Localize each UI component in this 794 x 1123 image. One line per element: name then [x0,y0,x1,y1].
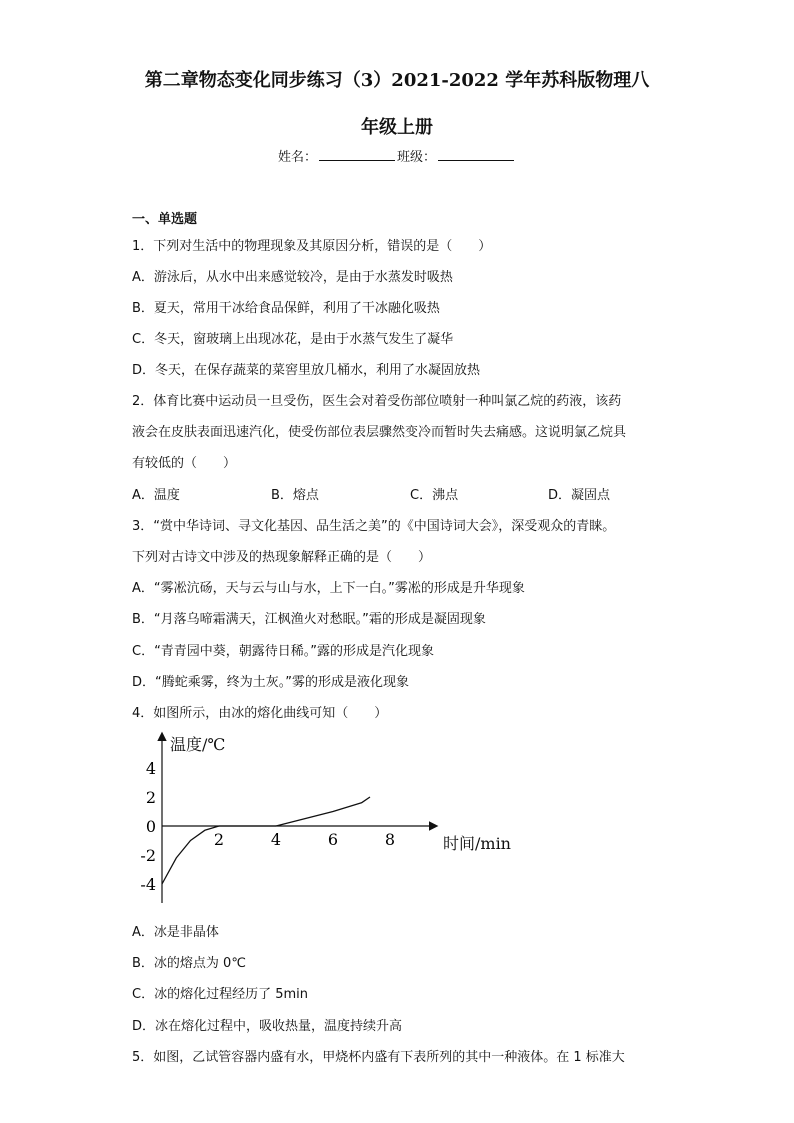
x-tick-label: 4 [270,830,282,849]
q2-stem-line1: 2．体育比赛中运动员一旦受伤，医生会对着受伤部位喷射一种叫氯乙烷的药液，该药 [132,394,622,409]
name-class-bar [0,146,794,165]
y-axis-label: 温度/℃ [170,735,226,754]
curve-segment-1 [162,826,219,884]
class-label: 班级： [397,150,437,165]
q3-option-c: C．“青青园中葵，朝露待日稀。”露的形成是汽化现象 [132,644,435,659]
q4-stem: 4．如图所示，由冰的熔化曲线可知（ ） [132,706,388,721]
y-tick-label: -4 [140,875,156,894]
y-tick-label: 2 [145,788,156,807]
x-tick-label: 2 [213,830,225,849]
x-axis-label: 时间/min [443,834,511,853]
melting-curve [162,797,370,884]
class-blank[interactable] [438,148,514,161]
name-blank[interactable] [319,148,395,161]
x-tick-label: 6 [327,830,339,849]
q3-stem-line2: 下列对古诗文中涉及的热现象解释正确的是（ ） [132,550,432,565]
q1-option-b: B．夏天，常用干冰给食品保鲜，利用了干冰融化吸热 [132,301,440,316]
q2-option-a: A．温度 [132,488,180,503]
q1-option-d: D．冬天，在保存蔬菜的菜窖里放几桶水，利用了水凝固放热 [132,363,481,378]
y-tick-label: -2 [140,846,156,865]
q5-stem: 5．如图，乙试管容器内盛有水，甲烧杯内盛有下表所列的其中一种液体。在 1 标准大 [132,1050,625,1065]
q2-stem-line3: 有较低的（ ） [132,456,237,471]
section-heading: 一、单选题 [132,212,198,227]
name-label: 姓名： [277,150,317,165]
x-tick-label: 8 [384,830,396,849]
y-tick-labels [140,759,156,894]
x-tick-labels [214,830,395,849]
q3-option-b: B．“月落乌啼霜满天，江枫渔火对愁眠。”霜的形成是凝固现象 [132,612,486,627]
ice-melting-curve-chart [130,728,530,908]
q1-option-c: C．冬天，窗玻璃上出现冰花，是由于水蒸气发生了凝华 [132,332,454,347]
q3-stem-line1: 3．“赏中华诗词、寻文化基因、品生活之美”的《中国诗词大会》，深受观众的青睐。 [132,519,616,534]
q1-option-a: A．游泳后，从水中出来感觉较冷，是由于水蒸发时吸热 [132,270,453,285]
worksheet-title-line2: 年级上册 [361,117,433,138]
q1-stem: 1．下列对生活中的物理现象及其原因分析，错误的是（ ） [132,239,492,254]
q4-option-b: B．冰的熔点为 0℃ [132,956,246,971]
y-tick-label: 0 [145,817,156,836]
q2-option-d: D．凝固点 [548,488,611,503]
q4-option-a: A．冰是非晶体 [132,925,219,940]
curve-segment-3 [276,797,370,826]
q3-option-a: A．“雾凇沆砀，天与云与山与水，上下一白。”雾凇的形成是升华现象 [132,581,525,596]
q2-option-c: C．沸点 [410,488,459,503]
y-tick-label: 4 [145,759,156,778]
q4-option-c: C．冰的熔化过程经历了 5min [132,987,308,1002]
worksheet-title-line1: 第二章物态变化同步练习（3）2021-2022 学年苏科版物理八 [144,70,650,91]
q3-option-d: D．“腾蛇乘雾，终为土灰。”雾的形成是液化现象 [132,675,409,690]
q2-stem-line2: 液会在皮肤表面迅速汽化，使受伤部位表层骤然变冷而暂时失去痛感。这说明氯乙烷具 [132,425,627,440]
q2-option-b: B．熔点 [271,488,319,503]
q4-option-d: D．冰在熔化过程中，吸收热量，温度持续升高 [132,1019,403,1034]
